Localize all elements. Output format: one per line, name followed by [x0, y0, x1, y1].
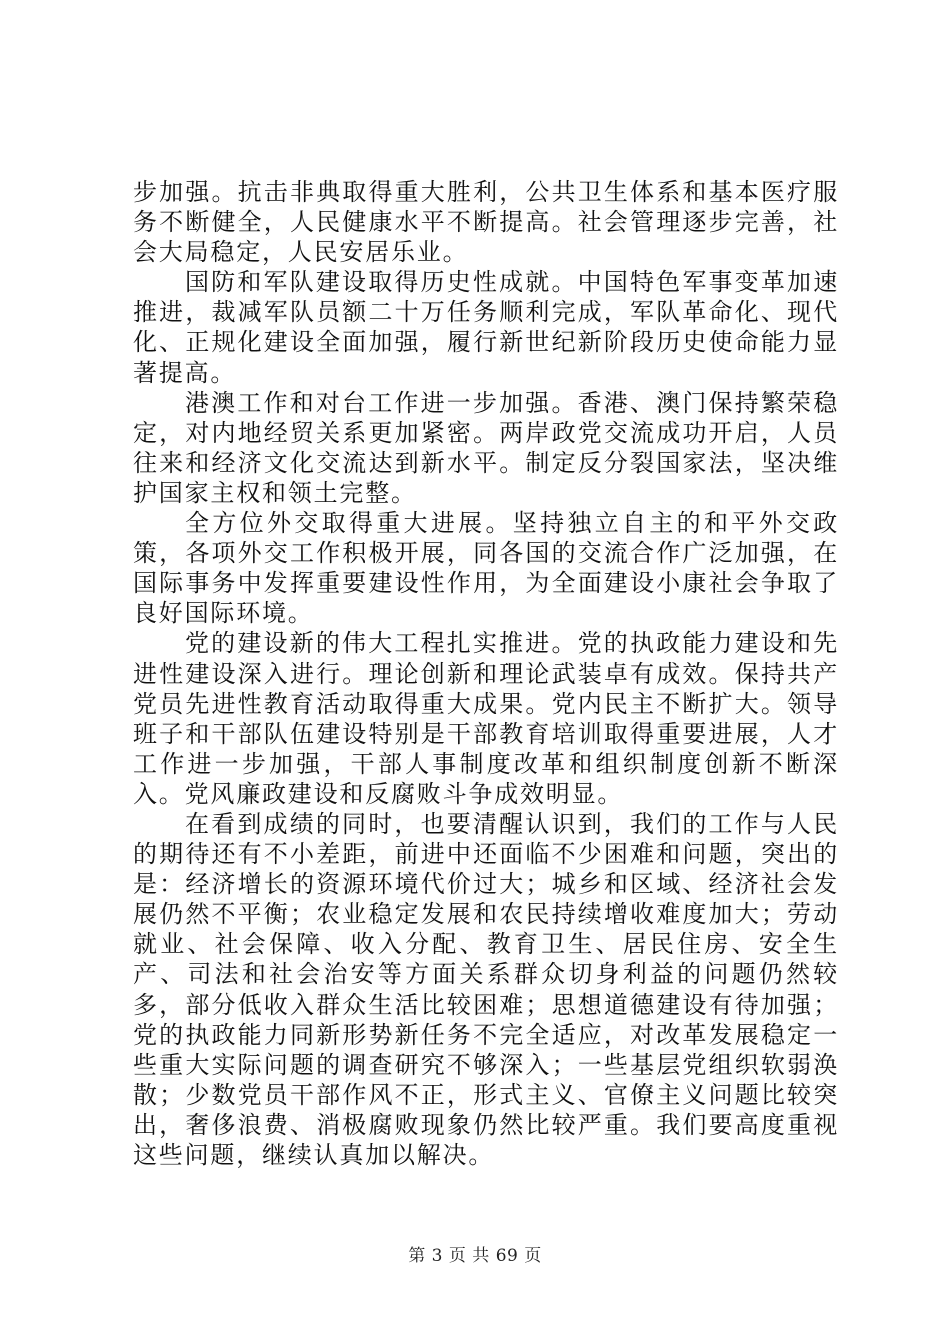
body-text — [133, 177, 839, 1170]
paragraph-problems: 在看到成绩的同时，也要清醒认识到，我们的工作与人民的期待还有不小差距，前进中还面临不少困难和问题，突出的是：经济增长的资源环境代价过大；城乡和区域、经济社会发展仍然不平衡；农业稳定发展和农民持续增收难度加大；劳动就业、社会保障、收入分配、教育卫生、居民住房、安全生产、司法和社会治安等方面关系群众切身利益的问题仍然较多，部分低收入群众生活比较困难；思想道德建设有待加强；党的执政能力同新形势新任务不完全适应，对改革发展稳定一些重大实际问题的调查研究不够深入；一些基层党组织软弱涣散；少数党员干部作风不正，形式主义、官僚主义问题比较突出，奢侈浪费、消极腐败现象仍然比较严重。我们要高度重视这些问题，继续认真加以解决。 — [133, 809, 839, 1169]
paragraph-party-building: 党的建设新的伟大工程扎实推进。党的执政能力建设和先进性建设深入进行。理论创新和理论武装卓有成效。保持共产党员先进性教育活动取得重大成果。党内民主不断扩大。领导班子和干部队伍建设特别是干部教育培训取得重要进展，人才工作进一步加强，干部人事制度改革和组织制度创新不断深入。党风廉政建设和反腐败斗争成效明显。 — [133, 629, 839, 808]
paragraph-national-defense: 国防和军队建设取得历史性成就。中国特色军事变革加速推进，裁减军队员额二十万任务顺利完成，军队革命化、现代化、正规化建设全面加强，履行新世纪新阶段历史使命能力显著提高。 — [133, 268, 839, 387]
paragraph-hk-macao-taiwan: 港澳工作和对台工作进一步加强。香港、澳门保持繁荣稳定，对内地经贸关系更加紧密。两岸政党交流成功开启，人员往来和经济文化交流达到新水平。制定反分裂国家法，坚决维护国家主权和领土完整。 — [133, 388, 839, 507]
page-footer: 第 3 页 共 69 页 — [408, 1246, 542, 1266]
paragraph-diplomacy: 全方位外交取得重大进展。坚持独立自主的和平外交政策，各项外交工作积极开展，同各国的交流合作广泛加强，在国际事务中发挥重要建设性作用，为全面建设小康社会争取了良好国际环境。 — [133, 509, 839, 628]
paragraph-public-health: 步加强。抗击非典取得重大胜利，公共卫生体系和基本医疗服务不断健全，人民健康水平不断提高。社会管理逐步完善，社会大局稳定，人民安居乐业。 — [133, 178, 839, 267]
